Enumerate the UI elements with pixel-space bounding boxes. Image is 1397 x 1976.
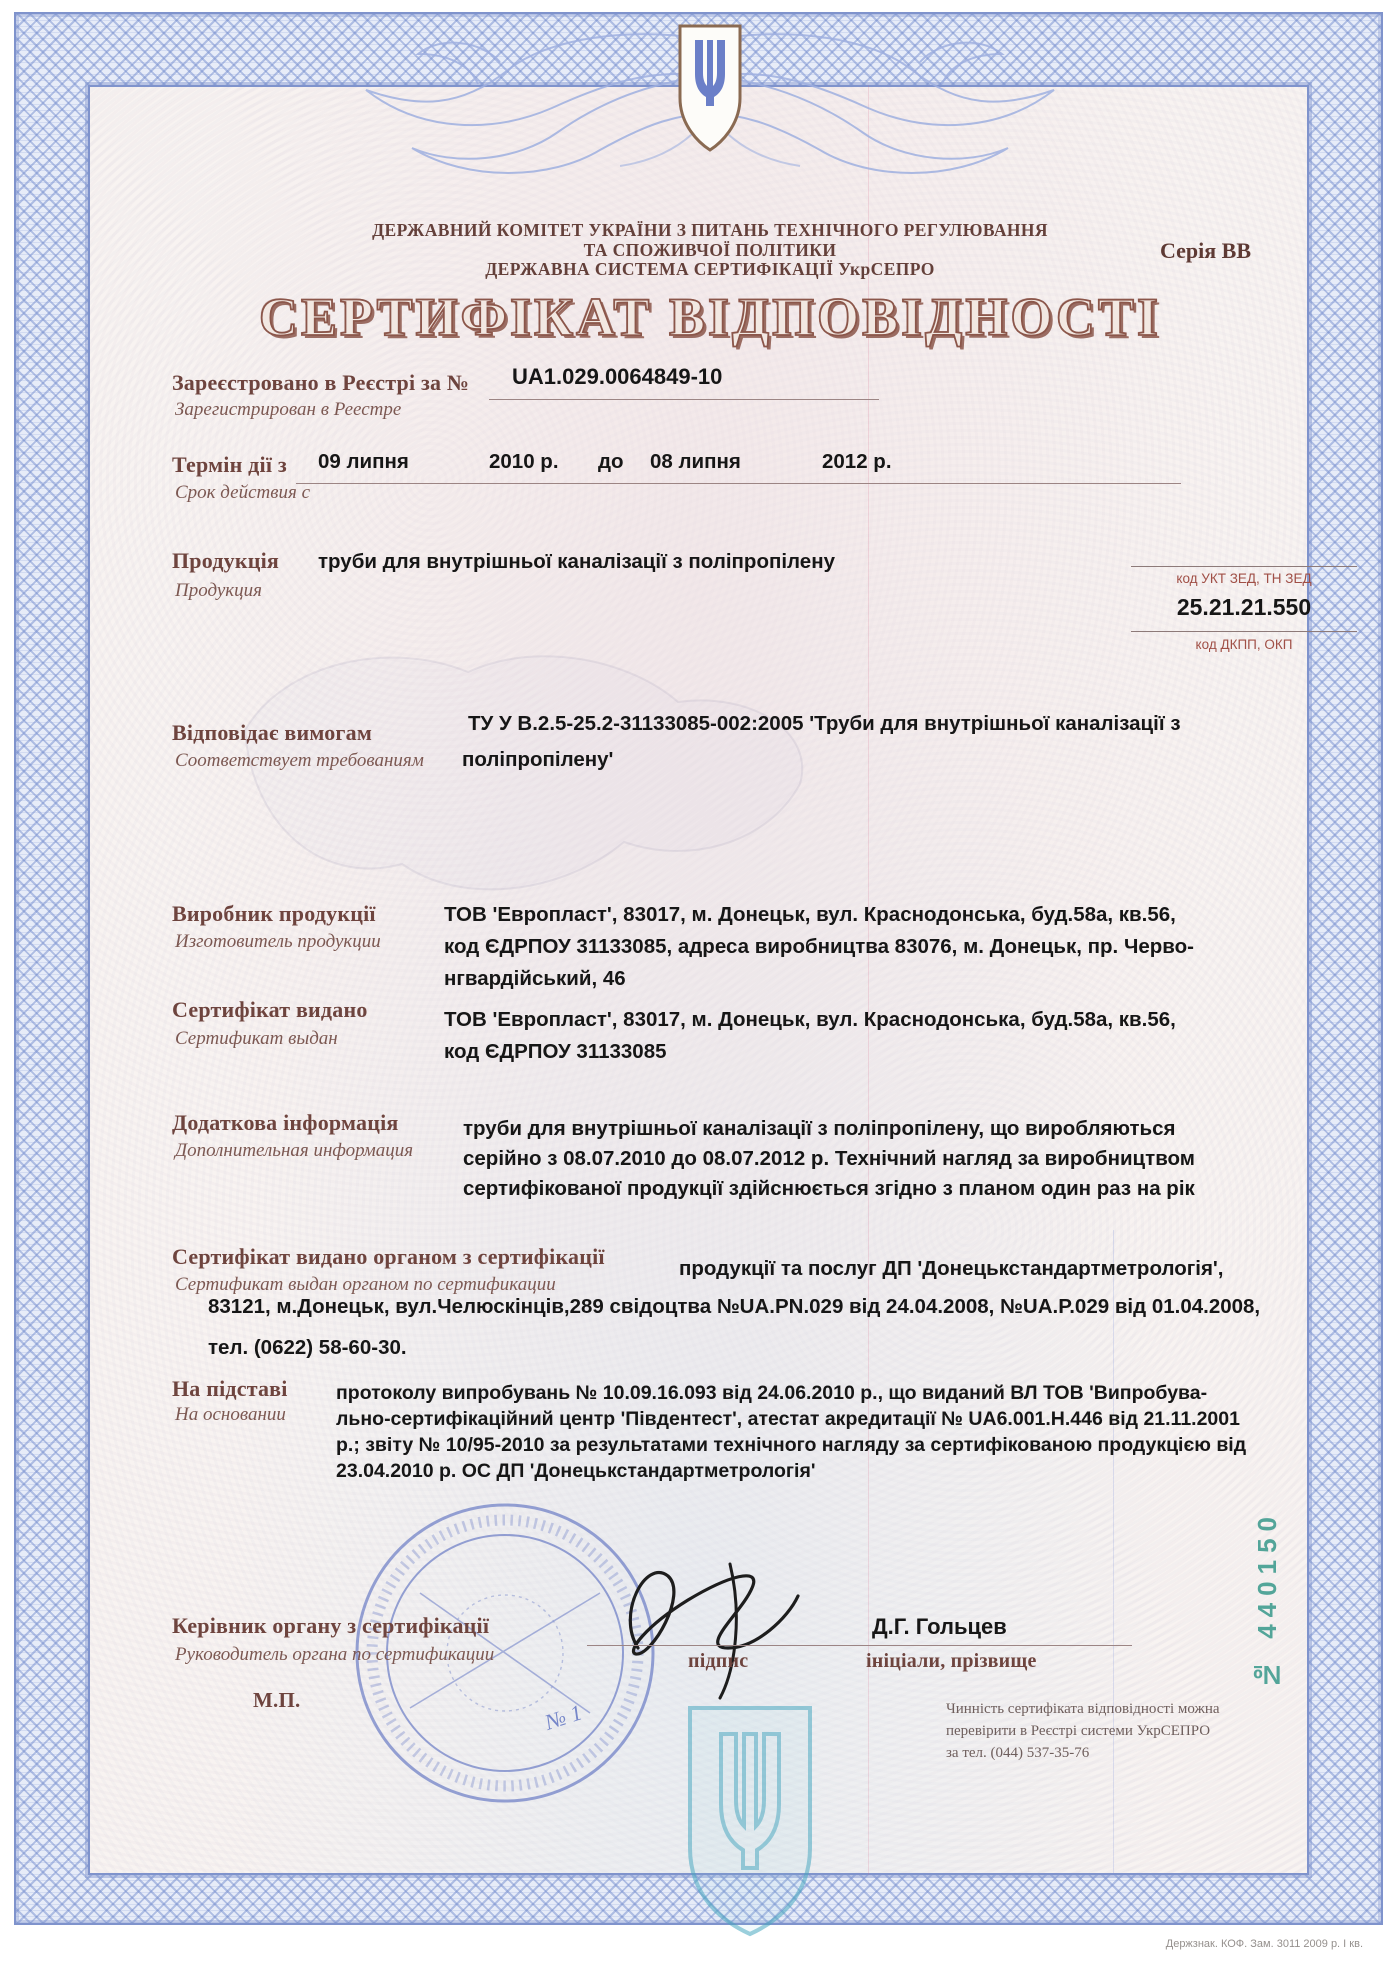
stamp-number-text: № 1 [541,1699,585,1735]
basis-line2: льно-сертифікаційний центр 'Південтест', атестат акредитації № UA6.001.Н.446 від 21.11.2001 [336,1408,1240,1430]
issued-to-label: Сертифікат видано [172,997,368,1022]
additional-info-line1: труби для внутрішньої каналізації з поліпропілену, що виробляються [463,1117,1176,1140]
additional-info-line3: сертифікованої продукції здійснюється згідно з планом один раз на рік [463,1177,1195,1200]
fold-line [868,85,869,1875]
verify-line-1: Чинність сертифіката відповідності можна [946,1701,1220,1717]
cert-body-label: Сертифікат видано органом з сертифікації [172,1244,605,1269]
series-label: Серія ВВ [1160,238,1252,263]
trident-emblem-top-icon [300,10,1120,215]
validity-from-date: 09 липня [318,450,409,473]
print-info: Держзнак. КОФ. Зам. 3011 2009 р. І кв. [1165,1938,1363,1950]
code-value: 25.21.21.550 [1176,594,1312,620]
issuer-line-2: ТА СПОЖИВЧОЇ ПОЛІТИКИ [583,239,837,260]
basis-sublabel: На основании [175,1404,286,1425]
issued-to-line2: код ЄДРПОУ 31133085 [444,1040,667,1063]
stamp-place-label: М.П. [253,1688,301,1712]
product-value: труби для внутрішньої каналізації з поліпропілену [318,550,835,573]
cert-body-line3: тел. (0622) 58-60-30. [208,1336,407,1359]
serial-number: № 440150 [1252,1510,1282,1690]
verify-line-2: перевірити в Реєстрі системи УкрСЕПРО [946,1723,1211,1739]
requirements-line1: ТУ У В.2.5-25.2-31133085-002:2005 'Труби для внутрішньої каналізації з [468,712,1181,735]
signature-rule [587,1645,1132,1646]
signatory-name-caption: ініціали, прізвище [866,1650,1037,1672]
head-of-body-label: Керівник органу з сертифікації [172,1613,490,1638]
registration-number: UA1.029.0064849-10 [512,364,723,389]
validity-to-word: до [598,450,624,473]
requirements-label: Відповідає вимогам [172,720,372,745]
issuer-line-3: ДЕРЖАВНА СИСТЕМА СЕРТИФІКАЦІЇ УкрСЕПРО [485,259,935,279]
verify-note [946,1698,1276,1764]
code-rule-bottom [1131,631,1357,632]
manufacturer-line3: нгвардійський, 46 [444,967,626,990]
validity-sublabel: Срок действия с [175,482,311,503]
basis-line1: протоколу випробувань № 10.09.16.093 від 24.06.2010 р., що виданий ВЛ ТОВ 'Випробува- [336,1382,1208,1404]
registration-sublabel: Зарегистрирован в Реестре [175,399,402,420]
underline-rule [489,399,879,400]
signature-autograph [580,1530,850,1710]
issuer-header [300,221,1120,280]
requirements-sublabel: Соответствует требованиям [175,750,424,771]
trident-watermark-icon [655,1700,845,1940]
product-sublabel: Продукция [175,580,262,601]
registration-label: Зареєстровано в Реєстрі за № [172,370,470,395]
code-ukt-label: код УКТ ЗЕД, ТН ЗЕД [1176,571,1312,586]
basis-line4: 23.04.2010 р. ОС ДП 'Донецькстандартметрологія' [336,1460,816,1482]
cert-body-line1: продукції та послуг ДП 'Донецькстандартметрологія', [679,1257,1224,1280]
issued-to-line1: ТОВ 'Европласт', 83017, м. Донецьк, вул. Краснодонська, буд.58а, кв.56, [444,1008,1176,1031]
issued-to-sublabel: Сертификат выдан [175,1028,338,1049]
manufacturer-sublabel: Изготовитель продукции [175,931,381,952]
validity-to-date: 08 липня [650,450,741,473]
basis-line3: р.; звіту № 10/95-2010 за результатами технічного нагляду за сертифікованою продукцією від [336,1434,1247,1456]
code-rule-top [1131,566,1357,567]
validity-label: Термін дії з [172,452,287,477]
issuer-line-1: ДЕРЖАВНИЙ КОМІТЕТ УКРАЇНИ З ПИТАНЬ ТЕХНІЧНОГО РЕГУЛЮВАННЯ [372,220,1048,240]
manufacturer-line2: код ЄДРПОУ 31133085, адреса виробництва 83076, м. Донецьк, пр. Черво- [444,935,1194,958]
certificate-title: СЕРТИФІКАТ ВІДПОВІДНОСТІ [258,287,1162,347]
product-label: Продукція [172,548,280,573]
validity-to-year: 2012 р. [822,450,892,473]
manufacturer-label: Виробник продукції [172,901,376,926]
cert-body-line2: 83121, м.Донецьк, вул.Челюскінців,289 свідоцтва №UA.PN.029 від 24.04.2008, №UA.P.029 від 01.04.2008, [208,1295,1261,1318]
basis-label: На підставі [172,1376,288,1401]
requirements-line2: поліпропілену' [462,748,614,771]
cert-body-sublabel: Сертификат выдан органом по сертификации [175,1274,556,1295]
additional-info-label: Додаткова інформація [172,1110,399,1135]
additional-info-line2: серійно з 08.07.2010 до 08.07.2012 р. Технічний нагляд за виробництвом [463,1147,1195,1170]
signatory-name: Д.Г. Гольцев [872,1614,1007,1639]
signature-caption: підпис [688,1650,749,1672]
verify-line-3: за тел. (044) 537-35-76 [946,1745,1090,1761]
code-dkpp-label: код ДКПП, ОКП [1195,637,1293,652]
manufacturer-line1: ТОВ 'Европласт', 83017, м. Донецьк, вул. Краснодонська, буд.58а, кв.56, [444,903,1176,926]
head-of-body-sublabel: Руководитель органа по сертификации [175,1644,495,1665]
fold-line-2 [1113,1230,1114,1875]
validity-from-year: 2010 р. [489,450,559,473]
additional-info-sublabel: Дополнительная информация [175,1140,414,1161]
underline-rule [296,483,1181,484]
